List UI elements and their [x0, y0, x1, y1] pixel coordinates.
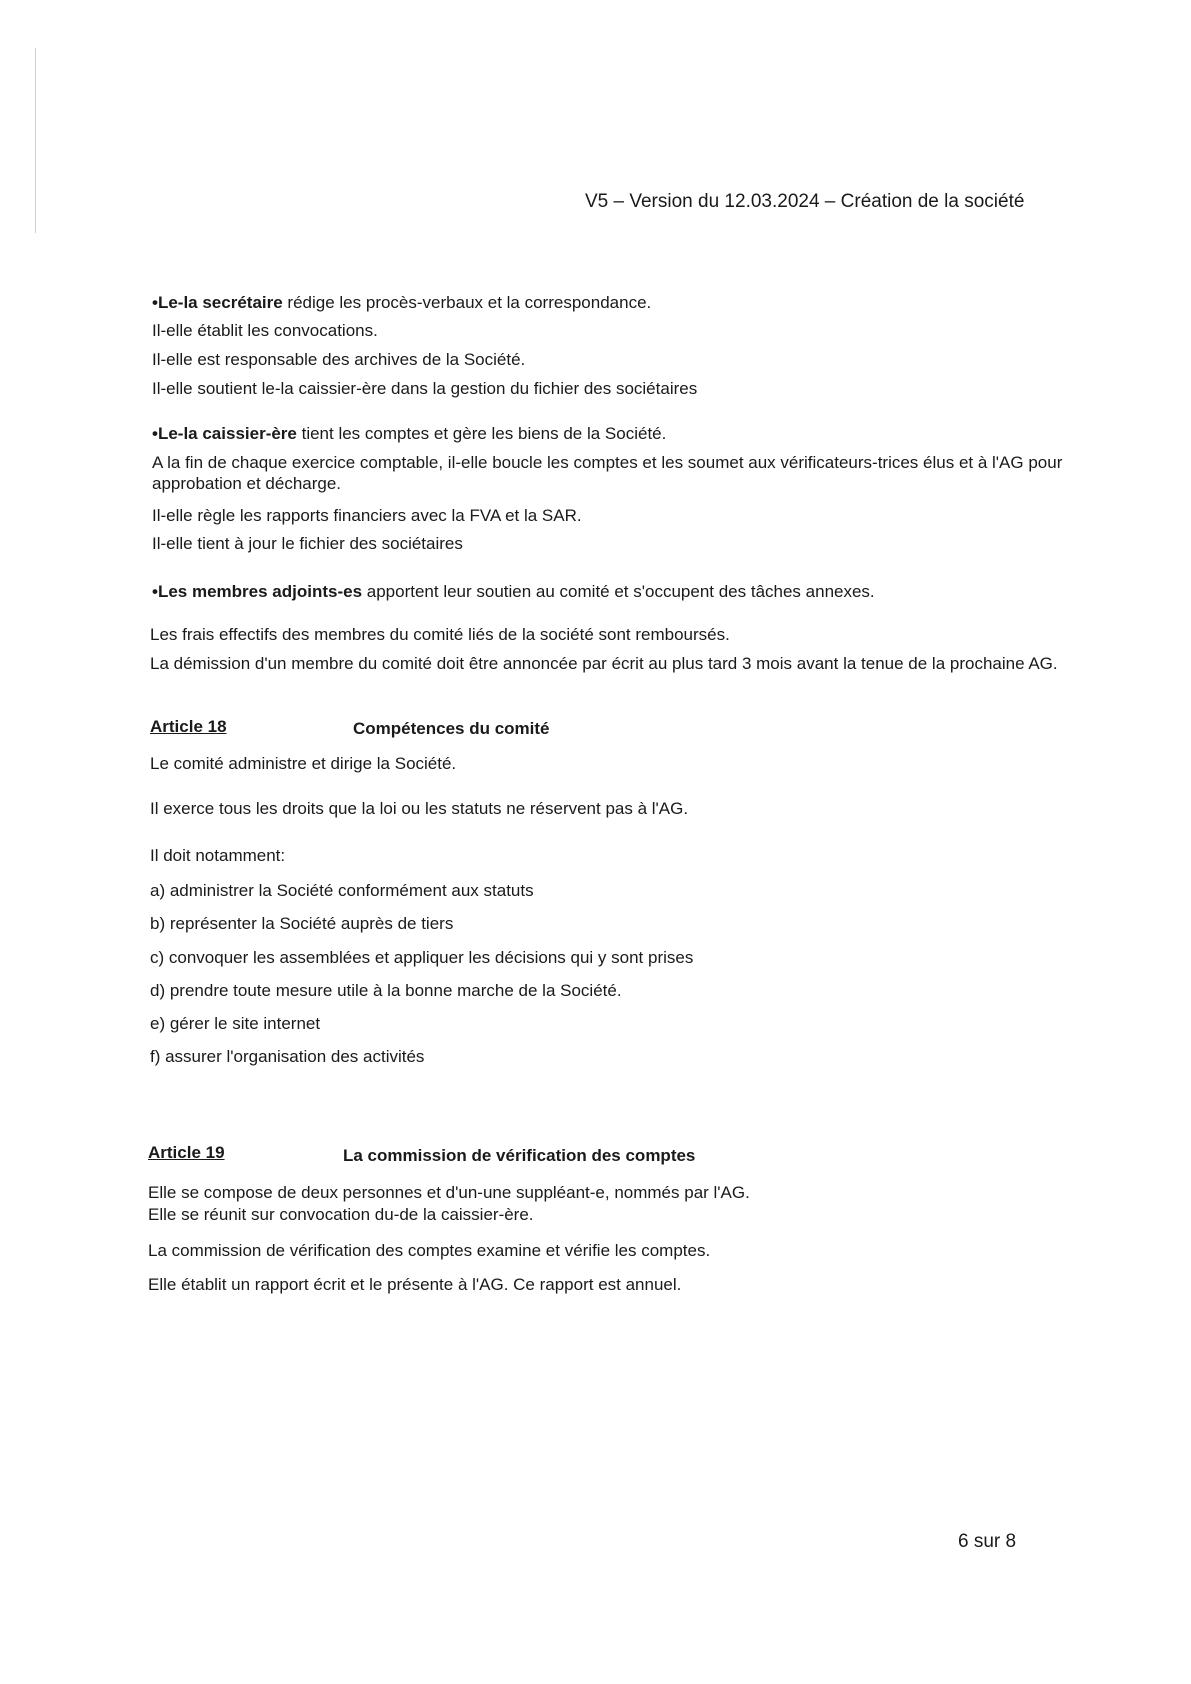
- article-18-line: Le comité administre et dirige la Société.: [150, 754, 457, 773]
- article-18-list-item: a) administrer la Société conformément aux statuts: [150, 881, 534, 900]
- article-18-title: Compétences du comité: [353, 719, 550, 738]
- article-19-line: La commission de vérification des comptes examine et vérifie les comptes.: [148, 1241, 711, 1260]
- article-18-number: Article 18: [150, 717, 227, 736]
- role-adjoints-text: apportent leur soutien au comité et s'occupent des tâches annexes.: [362, 582, 875, 601]
- role-secretaire-text: rédige les procès-verbaux et la correspondance.: [282, 293, 652, 312]
- committee-note: La démission d'un membre du comité doit être annoncée par écrit au plus tard 3 mois avant la tenue de la prochaine AG.: [150, 654, 1058, 673]
- article-18-list-item: b) représenter la Société auprès de tiers: [150, 914, 454, 933]
- article-18-list-item: e) gérer le site internet: [150, 1014, 321, 1033]
- page-number: 6 sur 8: [958, 1531, 1017, 1552]
- role-adjoints-lead: •Les membres adjoints-es: [152, 582, 363, 601]
- article-18-line: Il doit notamment:: [150, 846, 286, 865]
- role-secretaire: [152, 292, 651, 313]
- role-caissier-lead: •Le-la caissier-ère: [152, 424, 297, 443]
- article-19-line: Elle se réunit sur convocation du-de la caissier-ère.: [148, 1205, 534, 1224]
- role-secretaire-line: Il-elle est responsable des archives de la Société.: [152, 350, 526, 369]
- role-caissier-text: tient les comptes et gère les biens de la Société.: [296, 424, 667, 443]
- version-header: V5 – Version du 12.03.2024 – Création de la société: [585, 191, 1025, 212]
- article-19-line: Elle se compose de deux personnes et d'un-une suppléant-e, nommés par l'AG.: [148, 1183, 750, 1202]
- article-19-line: Elle établit un rapport écrit et le présente à l'AG. Ce rapport est annuel.: [148, 1275, 682, 1294]
- role-caissier-line: approbation et décharge.: [152, 474, 342, 493]
- role-caissier-line: A la fin de chaque exercice comptable, il-elle boucle les comptes et les soumet aux vérificateurs-trices élus et à l'AG pour: [152, 453, 1063, 472]
- role-caissier: [152, 423, 666, 444]
- role-caissier-line: Il-elle tient à jour le fichier des sociétaires: [152, 534, 463, 553]
- role-secretaire-line: Il-elle soutient le-la caissier-ère dans la gestion du fichier des sociétaires: [152, 379, 698, 398]
- article-18-list-item: f) assurer l'organisation des activités: [150, 1047, 425, 1066]
- role-caissier-line: Il-elle règle les rapports financiers avec la FVA et la SAR.: [152, 506, 582, 525]
- role-secretaire-line: Il-elle établit les convocations.: [152, 321, 378, 340]
- article-19-title: La commission de vérification des comptes: [343, 1146, 696, 1165]
- article-18-list-item: c) convoquer les assemblées et appliquer les décisions qui y sont prises: [150, 948, 694, 967]
- scan-margin-line: [35, 48, 36, 233]
- committee-note: Les frais effectifs des membres du comité liés de la société sont remboursés.: [150, 625, 730, 644]
- article-18-line: Il exerce tous les droits que la loi ou les statuts ne réservent pas à l'AG.: [150, 799, 689, 818]
- role-secretaire-lead: •Le-la secrétaire: [152, 293, 283, 312]
- article-18-list-item: d) prendre toute mesure utile à la bonne marche de la Société.: [150, 981, 622, 1000]
- role-adjoints: [152, 581, 875, 602]
- article-19-number: Article 19: [148, 1143, 225, 1162]
